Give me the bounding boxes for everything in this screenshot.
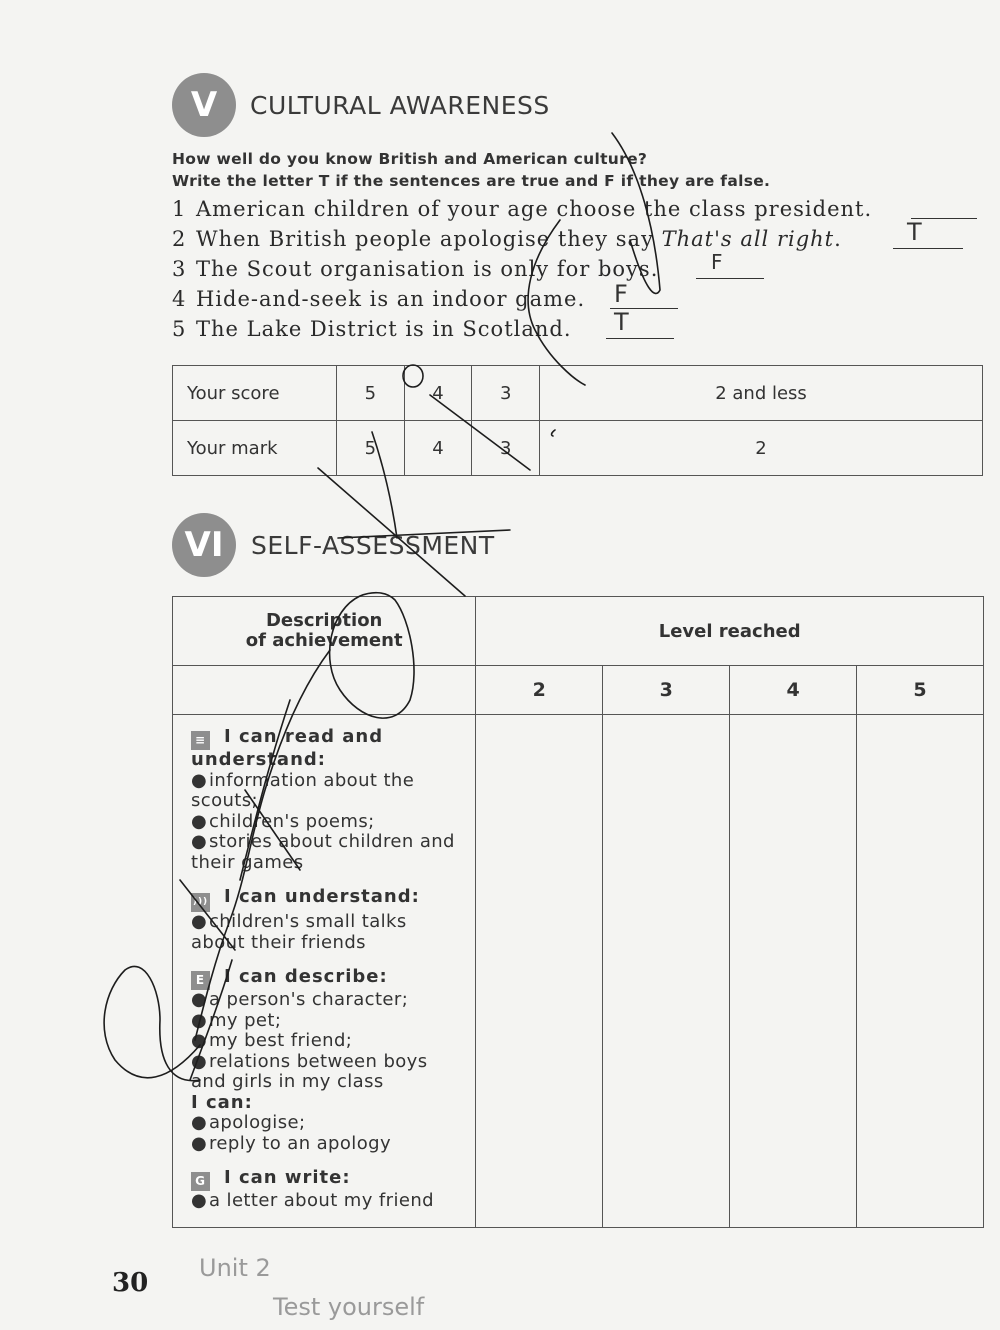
mark-cell: 2 bbox=[540, 421, 983, 476]
answer-2: T bbox=[907, 218, 922, 246]
skill-reading: ≡ I can read and understand: ● information about the scouts; ● children's poems; ● stories about children and their games bbox=[191, 726, 455, 873]
answer-blank-3[interactable] bbox=[696, 256, 764, 279]
level-3-cell[interactable] bbox=[603, 715, 730, 1228]
score-label: Your score bbox=[173, 366, 337, 421]
level-5-header: 5 bbox=[857, 666, 984, 715]
answer-4: F bbox=[614, 280, 628, 308]
mark-cell: 3 bbox=[472, 421, 540, 476]
score-row bbox=[173, 366, 983, 421]
mark-cell: 4 bbox=[404, 421, 472, 476]
answer-blank-1[interactable] bbox=[911, 196, 977, 219]
section-5-title: CULTURAL AWARENESS bbox=[250, 91, 550, 120]
answer-blank-2[interactable] bbox=[893, 226, 963, 249]
question-4: 4 Hide-and-seek is an indoor game. bbox=[172, 287, 586, 311]
section-6-title: SELF-ASSESSMENT bbox=[251, 531, 495, 560]
skill-speaking: E I can describe: ● a person's character; ● my pet; ● my best friend; ● relations between boys and girls in my class bbox=[191, 966, 428, 1092]
question-5: 5 The Lake District is in Scotland. bbox=[172, 317, 572, 341]
skill-writing: G I can write: ● a letter about my friend bbox=[191, 1167, 434, 1211]
speaking-icon: E bbox=[191, 971, 210, 990]
level-4-header: 4 bbox=[730, 666, 857, 715]
level-2-cell[interactable] bbox=[476, 715, 603, 1228]
score-cell: 5 bbox=[337, 366, 405, 421]
question-1: 1 American children of your age choose the class president. bbox=[172, 197, 873, 221]
score-table bbox=[172, 365, 983, 476]
mark-row bbox=[173, 421, 983, 476]
level-header: Level reached bbox=[476, 597, 984, 666]
achievement-description bbox=[173, 715, 476, 1228]
answer-5: T bbox=[614, 308, 629, 336]
score-cell: 4 bbox=[404, 366, 472, 421]
test-yourself-label: Test yourself bbox=[273, 1293, 425, 1321]
question-2: 2 When British people apologise they say That's all right. bbox=[172, 227, 842, 251]
unit-label: Unit 2 bbox=[199, 1254, 271, 1282]
description-header: Description of achievement bbox=[173, 597, 476, 666]
skill-listening: ))) I can understand: ● children's small talks about their friends bbox=[191, 886, 420, 953]
question-3: 3 The Scout organisation is only for boys. bbox=[172, 257, 659, 281]
level-3-header: 3 bbox=[603, 666, 730, 715]
section-5-badge: V bbox=[172, 73, 236, 137]
score-cell: 3 bbox=[472, 366, 540, 421]
mark-label: Your mark bbox=[173, 421, 337, 476]
book-icon: ≡ bbox=[191, 731, 210, 750]
score-cell: 2 and less bbox=[540, 366, 983, 421]
writing-icon: G bbox=[191, 1172, 210, 1191]
answer-3: F bbox=[711, 250, 723, 274]
empty-header-cell bbox=[173, 666, 476, 715]
level-2-header: 2 bbox=[476, 666, 603, 715]
skill-interaction: I can: ● apologise; ● reply to an apology bbox=[191, 1091, 391, 1154]
listening-icon: ))) bbox=[191, 893, 210, 912]
level-5-cell[interactable] bbox=[857, 715, 984, 1228]
section-6-badge: VI bbox=[172, 513, 236, 577]
self-assessment-table bbox=[172, 596, 984, 1228]
level-4-cell[interactable] bbox=[730, 715, 857, 1228]
instruction-line-2: Write the letter T if the sentences are true and F if they are false. bbox=[172, 172, 771, 190]
instruction-line-1: How well do you know British and American culture? bbox=[172, 150, 648, 168]
mark-cell: 5 bbox=[337, 421, 405, 476]
page-number: 30 bbox=[112, 1268, 149, 1298]
